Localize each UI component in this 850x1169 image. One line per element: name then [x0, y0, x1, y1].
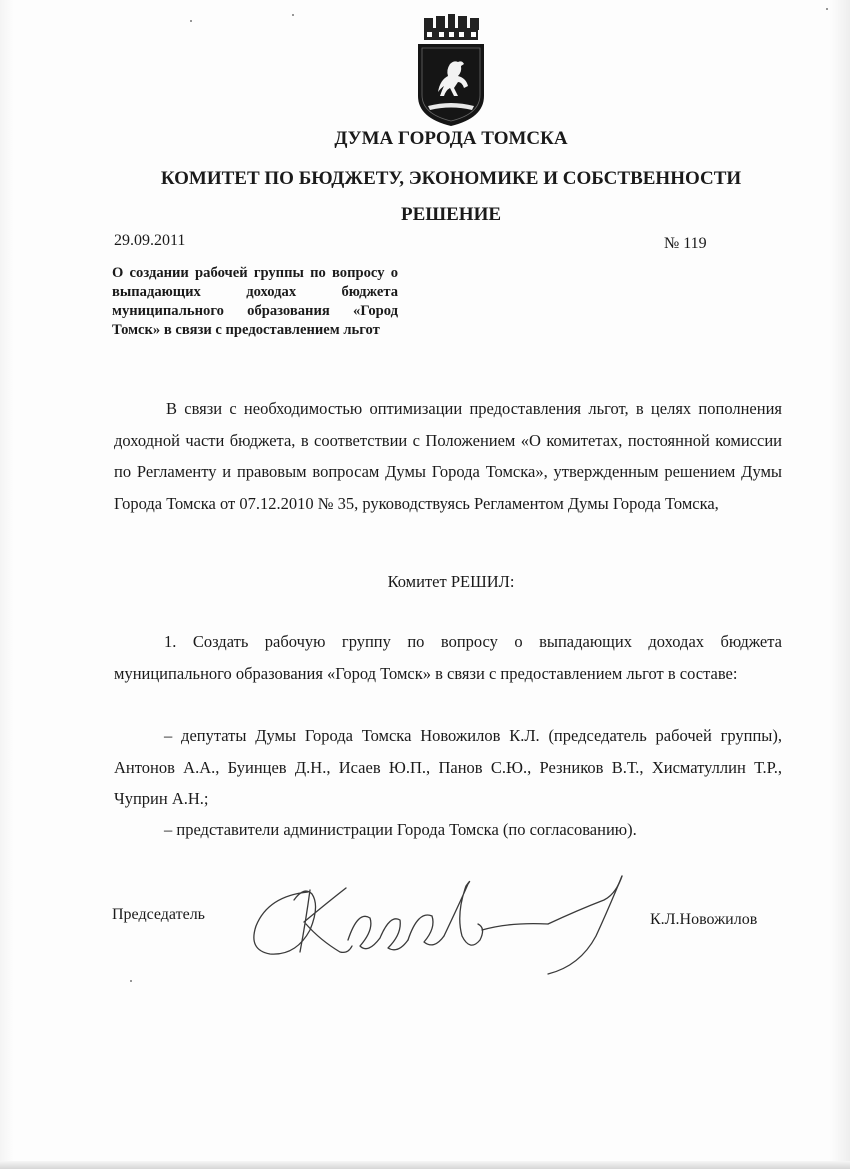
item-1-paragraph: 1. Создать рабочую группу по вопросу о выпадающих доходах бюджета муниципального образования «Город Томск» в связи с предоставлением льгот в составе: — [114, 632, 782, 683]
scan-speck — [292, 14, 294, 16]
document-date: 29.09.2011 — [114, 232, 186, 249]
handwritten-signature — [248, 870, 638, 980]
resolved-heading: Комитет РЕШИЛ: — [387, 572, 515, 591]
scan-speck — [130, 980, 132, 982]
document-number: № 119 — [664, 235, 707, 252]
org-title: ДУМА ГОРОДА ТОМСКА — [334, 128, 568, 149]
committee-title: КОМИТЕТ ПО БЮДЖЕТУ, ЭКОНОМИКЕ И СОБСТВЕННОСТИ — [160, 168, 742, 189]
item-1-deputies: – депутаты Думы Города Томска Новожилов К.Л. (председатель рабочей группы), Антонов А.А., Буинцев Д.Н., Исаев Ю.П., Панов С.Ю., Резников В.Т., Хисматуллин Т.Р., Чуприн А.Н.; — [114, 726, 782, 808]
document-type: РЕШЕНИЕ — [400, 204, 502, 225]
item-1-administration: – представители администрации Города Томска (по согласованию). — [164, 820, 637, 839]
signer-name: К.Л.Новожилов — [650, 911, 758, 928]
scan-bottom-edge — [0, 1161, 850, 1169]
scan-speck — [190, 20, 192, 22]
tomsk-coat-of-arms-icon — [414, 14, 488, 130]
preamble-paragraph: В связи с необходимостью оптимизации предоставления льгот, в целях пополнения доходной части бюджета, в соответствии с Положением «О комитетах, постоянной комиссии по Регламенту и правовым вопросам Думы Города Томска», утвержденным решением Думы Города Томска от 07.12.2010 № 35, руководствуясь Регламентом Думы Города Томска, — [114, 399, 782, 513]
signer-title: Председатель — [112, 906, 205, 923]
scan-speck — [826, 8, 828, 10]
document-subject: О создании рабочей группы по вопросу о выпадающих доходах бюджета муниципального образования «Город Томск» в связи с предоставлением льгот — [112, 265, 398, 338]
